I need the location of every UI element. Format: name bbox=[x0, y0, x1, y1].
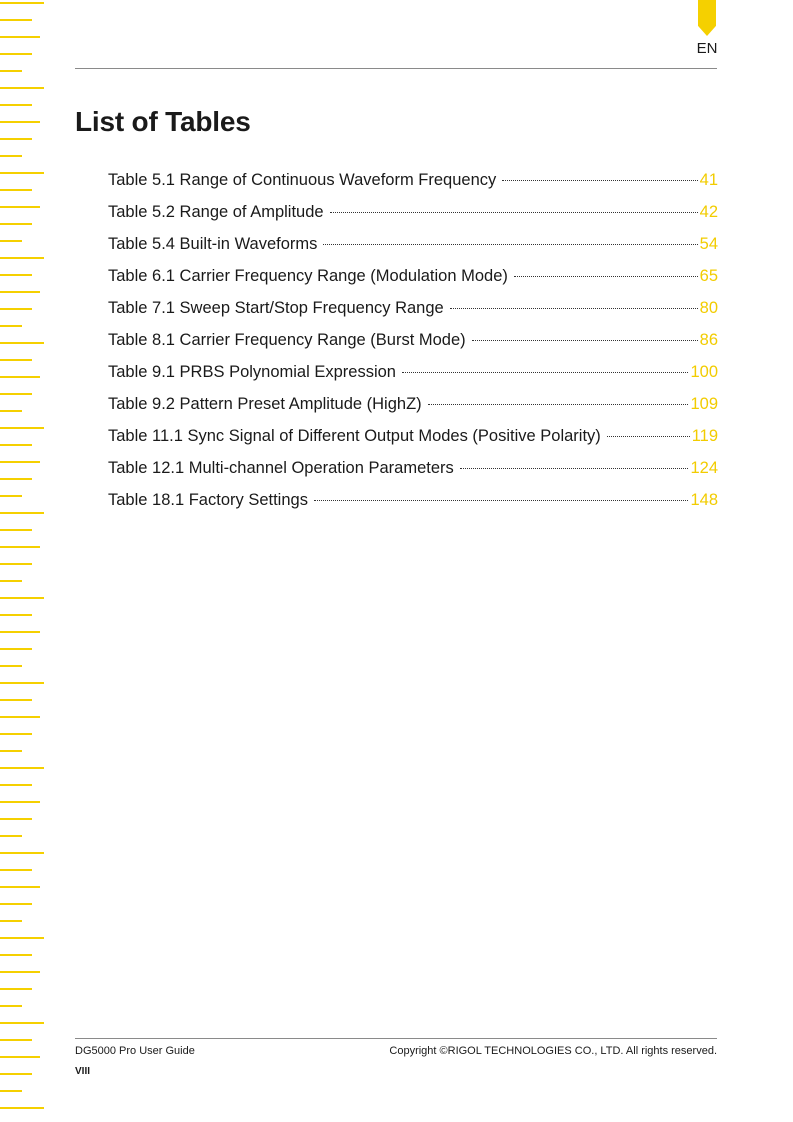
ruler-tick bbox=[0, 971, 40, 973]
toc-entry[interactable] bbox=[108, 488, 718, 520]
toc-leader-dots bbox=[450, 308, 698, 309]
ruler-tick bbox=[0, 631, 40, 633]
ruler-tick bbox=[0, 750, 22, 752]
page-number: VIII bbox=[75, 1066, 91, 1077]
ruler-tick bbox=[0, 767, 44, 769]
ruler-tick bbox=[0, 2, 44, 4]
ruler-tick bbox=[0, 546, 40, 548]
toc-entry[interactable] bbox=[108, 232, 718, 264]
toc-entry-page[interactable]: 54 bbox=[699, 235, 718, 253]
toc-entry[interactable] bbox=[108, 200, 718, 232]
ruler-tick bbox=[0, 325, 22, 327]
ruler-tick bbox=[0, 172, 44, 174]
toc-entry-page[interactable]: 65 bbox=[699, 267, 718, 285]
toc-entry-label[interactable]: Table 8.1 Carrier Frequency Range (Burst Mode) bbox=[108, 331, 466, 349]
ruler-tick bbox=[0, 648, 32, 650]
page-title: List of Tables bbox=[75, 106, 251, 137]
ruler-tick bbox=[0, 223, 32, 225]
toc-entry[interactable] bbox=[108, 424, 718, 456]
ruler-tick bbox=[0, 189, 32, 191]
toc-leader-dots bbox=[514, 276, 698, 277]
toc-entry-page[interactable]: 41 bbox=[699, 171, 718, 189]
toc-entry-label[interactable]: Table 11.1 Sync Signal of Different Output Modes (Positive Polarity) bbox=[108, 427, 601, 445]
ruler-tick bbox=[0, 937, 44, 939]
ruler-tick bbox=[0, 1022, 44, 1024]
ruler-tick bbox=[0, 852, 44, 854]
ruler-tick bbox=[0, 920, 22, 922]
ruler-tick bbox=[0, 1056, 40, 1058]
ruler-tick bbox=[0, 903, 32, 905]
ruler-tick bbox=[0, 597, 44, 599]
toc-entry-page[interactable]: 100 bbox=[690, 363, 718, 381]
ruler-tick bbox=[0, 410, 22, 412]
toc-entry-label[interactable]: Table 18.1 Factory Settings bbox=[108, 491, 308, 509]
ruler-tick bbox=[0, 818, 32, 820]
toc-entry-page[interactable]: 119 bbox=[691, 427, 718, 445]
ruler-tick bbox=[0, 699, 32, 701]
margin-ruler bbox=[0, 0, 46, 1122]
ruler-tick bbox=[0, 444, 32, 446]
ruler-tick bbox=[0, 359, 32, 361]
ruler-tick bbox=[0, 376, 40, 378]
ruler-tick bbox=[0, 869, 32, 871]
ruler-tick bbox=[0, 36, 40, 38]
toc-leader-dots bbox=[607, 436, 690, 437]
ruler-tick bbox=[0, 1090, 22, 1092]
ruler-tick bbox=[0, 512, 44, 514]
toc-entry-page[interactable]: 124 bbox=[690, 459, 718, 477]
ruler-tick bbox=[0, 1039, 32, 1041]
toc-entry[interactable] bbox=[108, 264, 718, 296]
header-rule bbox=[75, 68, 717, 69]
ruler-tick bbox=[0, 70, 22, 72]
toc-entry[interactable] bbox=[108, 392, 718, 424]
toc-entry-label[interactable]: Table 9.2 Pattern Preset Amplitude (HighZ) bbox=[108, 395, 422, 413]
language-label: EN bbox=[696, 40, 718, 57]
ruler-tick bbox=[0, 53, 32, 55]
ruler-tick bbox=[0, 988, 32, 990]
ruler-tick bbox=[0, 495, 22, 497]
ruler-tick bbox=[0, 291, 40, 293]
ruler-tick bbox=[0, 835, 22, 837]
ruler-tick bbox=[0, 19, 32, 21]
language-tab-marker bbox=[698, 0, 716, 36]
toc-entry-label[interactable]: Table 5.4 Built-in Waveforms bbox=[108, 235, 318, 253]
toc-entry-label[interactable]: Table 9.1 PRBS Polynomial Expression bbox=[108, 363, 396, 381]
ruler-tick bbox=[0, 342, 44, 344]
ruler-tick bbox=[0, 257, 44, 259]
toc-entry-page[interactable]: 109 bbox=[690, 395, 718, 413]
ruler-tick bbox=[0, 954, 32, 956]
toc-leader-dots bbox=[323, 244, 697, 245]
toc-entry-page[interactable]: 80 bbox=[699, 299, 718, 317]
ruler-tick bbox=[0, 665, 22, 667]
toc-entry-page[interactable]: 86 bbox=[699, 331, 718, 349]
toc-leader-dots bbox=[314, 500, 689, 501]
ruler-tick bbox=[0, 1073, 32, 1075]
toc-entry-page[interactable]: 148 bbox=[690, 491, 718, 509]
ruler-tick bbox=[0, 1107, 44, 1109]
toc-entry-page[interactable]: 42 bbox=[699, 203, 718, 221]
ruler-tick bbox=[0, 733, 32, 735]
ruler-tick bbox=[0, 240, 22, 242]
ruler-tick bbox=[0, 427, 44, 429]
ruler-tick bbox=[0, 478, 32, 480]
ruler-tick bbox=[0, 614, 32, 616]
ruler-tick bbox=[0, 206, 40, 208]
ruler-tick bbox=[0, 87, 44, 89]
ruler-tick bbox=[0, 563, 32, 565]
toc-entry-label[interactable]: Table 12.1 Multi-channel Operation Parameters bbox=[108, 459, 454, 477]
ruler-tick bbox=[0, 104, 32, 106]
toc-leader-dots bbox=[502, 180, 697, 181]
footer-guide-name: DG5000 Pro User Guide bbox=[75, 1045, 195, 1057]
ruler-tick bbox=[0, 274, 32, 276]
toc-leader-dots bbox=[330, 212, 698, 213]
ruler-tick bbox=[0, 138, 32, 140]
ruler-tick bbox=[0, 886, 40, 888]
toc-leader-dots bbox=[428, 404, 689, 405]
ruler-tick bbox=[0, 784, 32, 786]
ruler-tick bbox=[0, 529, 32, 531]
toc-entry[interactable] bbox=[108, 456, 718, 488]
ruler-tick bbox=[0, 682, 44, 684]
table-of-contents bbox=[108, 168, 718, 520]
toc-entry-label[interactable]: Table 5.1 Range of Continuous Waveform Frequency bbox=[108, 171, 497, 189]
ruler-tick bbox=[0, 121, 40, 123]
ruler-tick bbox=[0, 393, 32, 395]
ruler-tick bbox=[0, 580, 22, 582]
toc-entry-label[interactable]: Table 6.1 Carrier Frequency Range (Modulation Mode) bbox=[108, 267, 508, 285]
ruler-tick bbox=[0, 308, 32, 310]
ruler-tick bbox=[0, 801, 40, 803]
ruler-tick bbox=[0, 461, 40, 463]
footer-rule bbox=[75, 1038, 717, 1039]
toc-leader-dots bbox=[472, 340, 698, 341]
toc-entry[interactable] bbox=[108, 360, 718, 392]
ruler-tick bbox=[0, 1005, 22, 1007]
toc-entry-label[interactable]: Table 7.1 Sweep Start/Stop Frequency Range bbox=[108, 299, 444, 317]
toc-entry[interactable] bbox=[108, 328, 718, 360]
toc-entry[interactable] bbox=[108, 296, 718, 328]
footer-copyright: Copyright ©RIGOL TECHNOLOGIES CO., LTD. All rights reserved. bbox=[389, 1045, 717, 1057]
toc-entry-label[interactable]: Table 5.2 Range of Amplitude bbox=[108, 203, 324, 221]
toc-entry[interactable] bbox=[108, 168, 718, 200]
toc-leader-dots bbox=[460, 468, 689, 469]
ruler-tick bbox=[0, 716, 40, 718]
ruler-tick bbox=[0, 155, 22, 157]
toc-leader-dots bbox=[402, 372, 688, 373]
